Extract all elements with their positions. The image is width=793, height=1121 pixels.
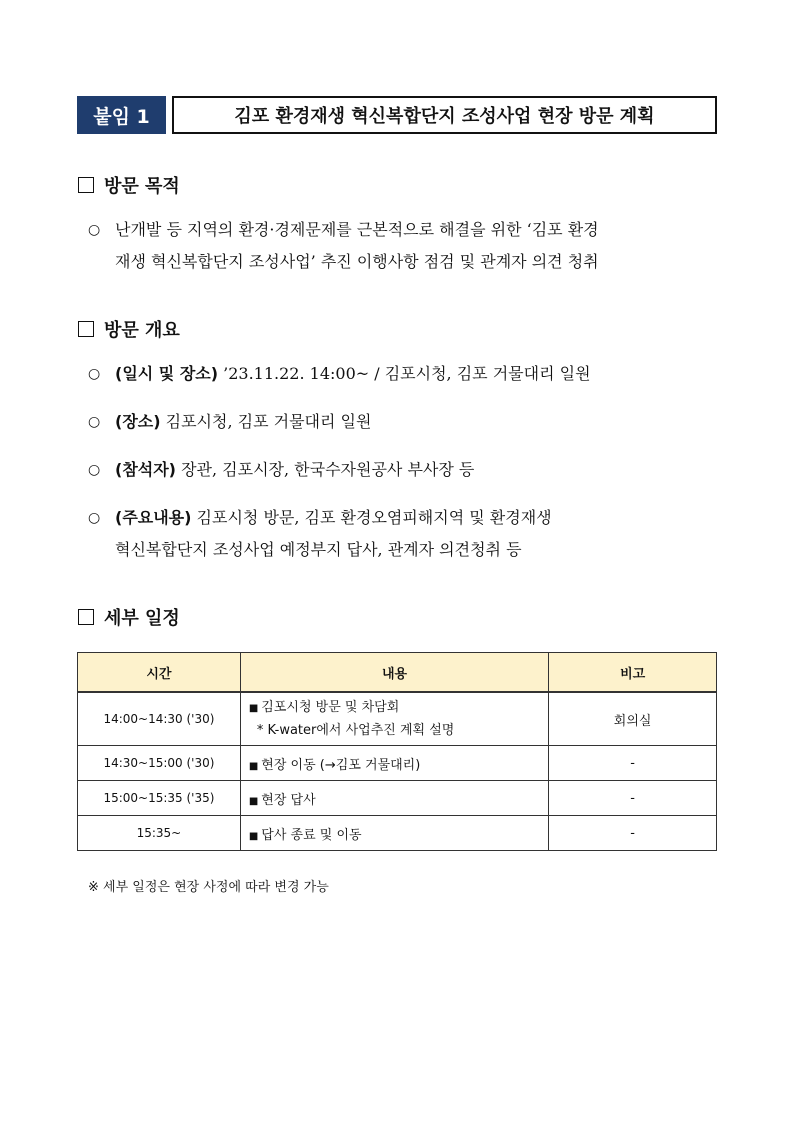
document-title: 김포 환경재생 혁신복합단지 조성사업 현장 방문 계획 <box>172 96 717 134</box>
table-row <box>78 692 717 746</box>
square-bullet-icon: ■ <box>248 760 259 772</box>
section-purpose-heading: 방문 목적 <box>78 172 180 198</box>
checkbox-square-icon <box>78 609 94 625</box>
checkbox-square-icon <box>78 321 94 337</box>
schedule-table <box>77 652 717 851</box>
content-cell: ■ 김포시청 방문 및 차담회 * K-water에서 사업추진 계획 설명 <box>240 692 548 746</box>
time-cell: 14:00~14:30 ('30) <box>78 692 241 746</box>
time-cell: 15:35~ <box>78 816 241 851</box>
note-cell: - <box>549 781 717 816</box>
note-cell: - <box>549 816 717 851</box>
overview-item: ○ (주요내용) 김포시청 방문, 김포 환경오염피해지역 및 환경재생 혁신복합단지 조성사업 예정부지 답사, 관계자 의견청취 등 <box>88 502 716 566</box>
square-bullet-icon: ■ <box>248 702 259 714</box>
checkbox-square-icon <box>78 177 94 193</box>
circle-bullet-icon: ○ <box>88 366 101 382</box>
content-cell: ■ 현장 답사 <box>240 781 548 816</box>
section-overview-heading: 방문 개요 <box>78 316 180 342</box>
content-cell: ■ 답사 종료 및 이동 <box>240 816 548 851</box>
table-row <box>78 781 717 816</box>
content-cell: ■ 현장 이동 (→김포 거물대리) <box>240 746 548 781</box>
note-cell: - <box>549 746 717 781</box>
circle-bullet-icon: ○ <box>88 462 101 478</box>
column-header: 내용 <box>240 653 548 693</box>
time-cell: 14:30~15:00 ('30) <box>78 746 241 781</box>
circle-bullet-icon: ○ <box>88 222 101 238</box>
circle-bullet-icon: ○ <box>88 510 101 526</box>
circle-bullet-icon: ○ <box>88 414 101 430</box>
overview-item: ○ (참석자) 장관, 김포시장, 한국수자원공사 부사장 등 <box>88 454 716 486</box>
schedule-footnote: ※ 세부 일정은 현장 사정에 따라 변경 가능 <box>88 880 329 895</box>
column-header: 비고 <box>549 653 717 693</box>
attachment-badge: 붙임 1 <box>77 96 166 134</box>
section-schedule-heading: 세부 일정 <box>78 604 180 630</box>
column-header: 시간 <box>78 653 241 693</box>
purpose-bullet: ○ 난개발 등 지역의 환경·경제문제를 근본적으로 해결을 위한 ‘김포 환경 재생 혁신복합단지 조성사업’ 추진 이행사항 점검 및 관계자 의견 청취 <box>88 214 716 278</box>
table-row <box>78 746 717 781</box>
overview-item: ○ (일시 및 장소) ’23.11.22. 14:00~ / 김포시청, 김포 거물대리 일원 <box>88 358 716 390</box>
square-bullet-icon: ■ <box>248 795 259 807</box>
square-bullet-icon: ■ <box>248 830 259 842</box>
table-row <box>78 816 717 851</box>
time-cell: 15:00~15:35 ('35) <box>78 781 241 816</box>
overview-item: ○ (장소) 김포시청, 김포 거물대리 일원 <box>88 406 716 438</box>
note-cell: 회의실 <box>549 692 717 746</box>
document-header <box>77 96 717 134</box>
table-header-row <box>78 653 717 693</box>
